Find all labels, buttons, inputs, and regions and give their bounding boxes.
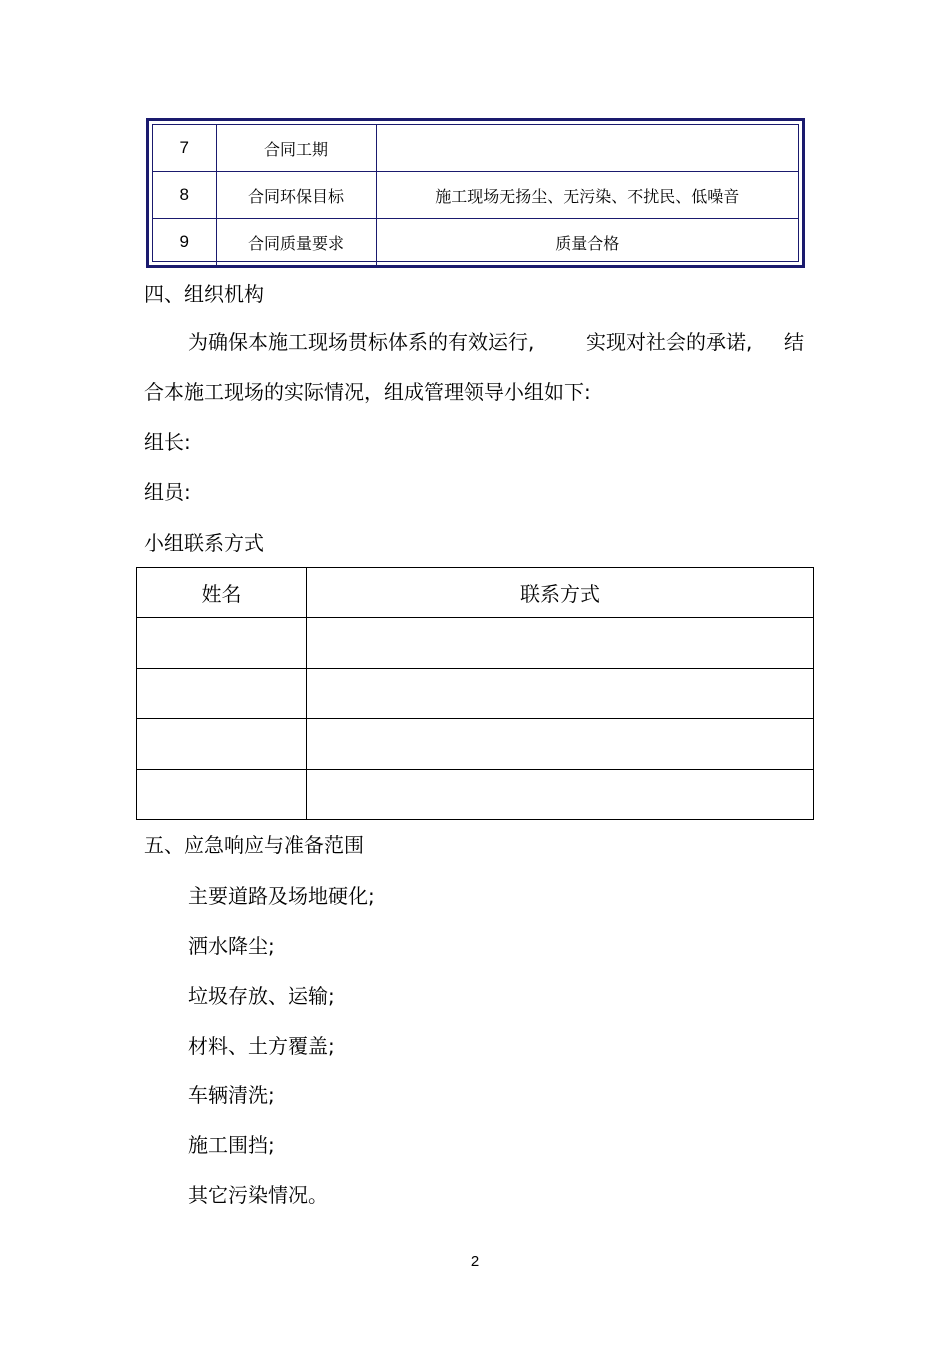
cell-name: [137, 618, 307, 668]
row-item: 合同环保目标: [216, 172, 376, 219]
page-number: 2: [470, 1253, 480, 1270]
row-item: 合同质量要求: [216, 219, 376, 266]
table-row: [137, 668, 814, 718]
table-header-row: [137, 568, 814, 618]
list-item: 材料、土方覆盖;: [188, 1034, 335, 1058]
contract-info-table: [146, 118, 805, 268]
header-contact: 联系方式: [307, 568, 814, 618]
contact-title: 小组联系方式: [144, 531, 264, 555]
paragraph-line1-part-c: 结: [784, 330, 804, 354]
cell-name: [137, 719, 307, 769]
list-item: 车辆清洗;: [188, 1083, 275, 1107]
row-number: 9: [153, 219, 216, 266]
contact-table: [136, 567, 814, 820]
list-item: 垃圾存放、运输;: [188, 984, 335, 1008]
row-number: 8: [153, 172, 216, 219]
members-label: 组员:: [144, 480, 191, 504]
table-row: [137, 769, 814, 819]
section4-heading: 四、组织机构: [144, 282, 264, 306]
section5-heading: 五、应急响应与准备范围: [144, 833, 364, 857]
table-row: [153, 219, 798, 266]
table-row: [153, 172, 798, 219]
cell-contact: [307, 668, 814, 718]
cell-contact: [307, 719, 814, 769]
list-item: 施工围挡;: [188, 1133, 275, 1157]
list-item: 主要道路及场地硬化;: [188, 884, 375, 908]
leader-label: 组长:: [144, 430, 191, 454]
list-item: 洒水降尘;: [188, 934, 275, 958]
header-name: 姓名: [137, 568, 307, 618]
cell-contact: [307, 618, 814, 668]
paragraph-line1-part-b: 实现对社会的承诺,: [586, 330, 753, 354]
table-row: [137, 719, 814, 769]
row-value: 质量合格: [376, 219, 798, 266]
cell-contact: [307, 769, 814, 819]
row-number: 7: [153, 125, 216, 172]
list-item: 其它污染情况。: [188, 1183, 328, 1207]
paragraph-line2: 合本施工现场的实际情况，组成管理领导小组如下:: [144, 380, 591, 404]
table-row: [153, 125, 798, 172]
row-value: [376, 125, 798, 172]
row-item: 合同工期: [216, 125, 376, 172]
cell-name: [137, 769, 307, 819]
table-row: [137, 618, 814, 668]
cell-name: [137, 668, 307, 718]
row-value: 施工现场无扬尘、无污染、不扰民、低噪音: [376, 172, 798, 219]
paragraph-line1-part-a: 为确保本施工现场贯标体系的有效运行,: [188, 330, 535, 354]
